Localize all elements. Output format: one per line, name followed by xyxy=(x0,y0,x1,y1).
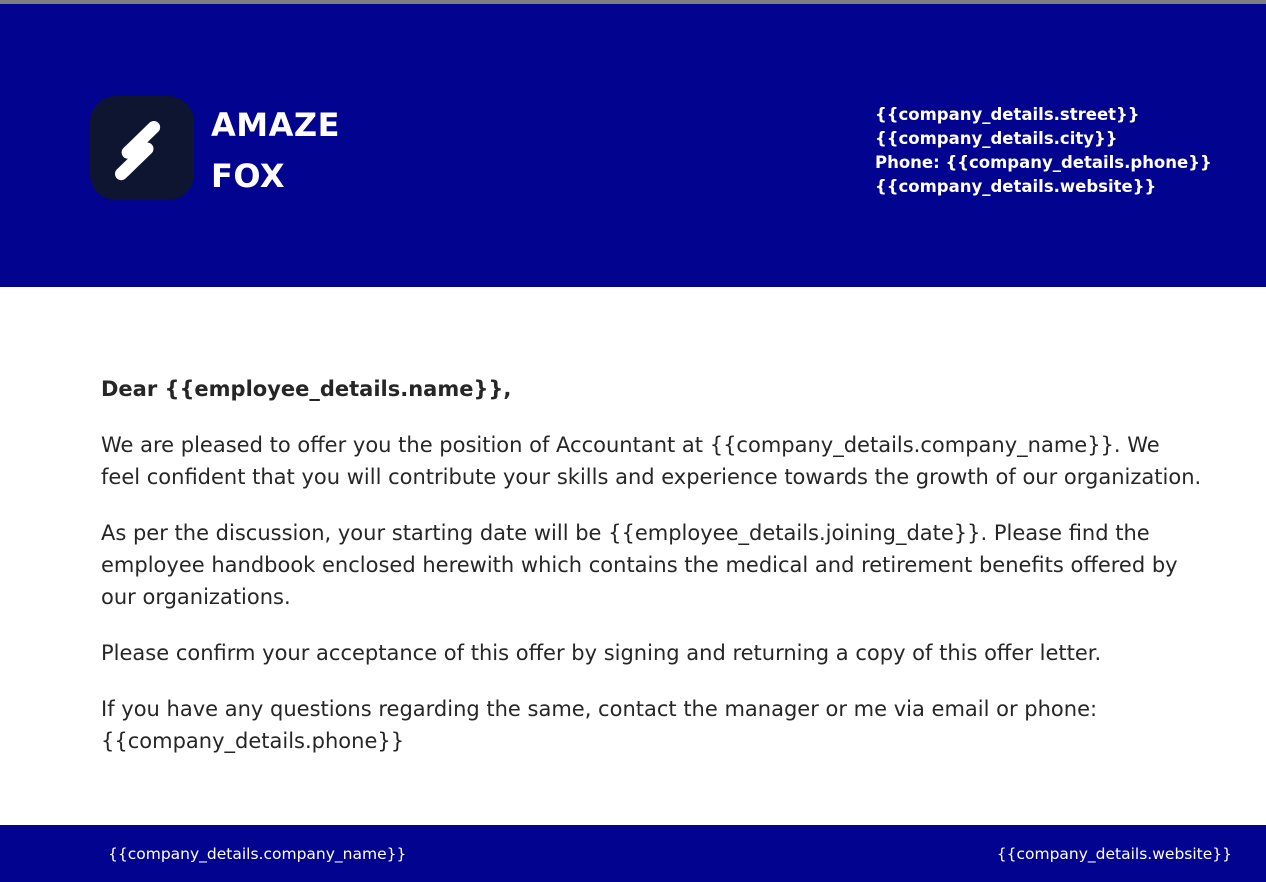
paragraph-joining-date: As per the discussion, your starting date will be {{employee_details.joining_date}}. Please find the employee handbook enclosed herewith which contains the medical and retirement benefits offered by our organizations. xyxy=(101,521,1178,609)
salutation: Dear {{employee_details.name}}, xyxy=(101,377,512,401)
double-slash-icon xyxy=(105,111,179,185)
paragraph-questions: If you have any questions regarding the same, contact the manager or me via email or phone: {{company_details.phone}} xyxy=(101,697,1098,753)
company-city-line: {{company_details.city}} xyxy=(875,129,1118,148)
paragraph-acceptance: Please confirm your acceptance of this offer by signing and returning a copy of this offer letter. xyxy=(101,641,1102,665)
company-contact-block xyxy=(875,103,1212,199)
company-name-logo-text xyxy=(211,100,340,202)
brand-line-2: FOX xyxy=(211,157,286,195)
offer-letter-body xyxy=(0,287,1266,757)
brand-block xyxy=(90,96,340,202)
brand-line-1: AMAZE xyxy=(211,106,340,144)
company-street-line: {{company_details.street}} xyxy=(875,105,1140,124)
paragraph-offer: We are pleased to offer you the position of Accountant at {{company_details.company_name}}. We feel confident that you will contribute your skills and experience towards the growth of our organization. xyxy=(101,433,1202,489)
company-logo xyxy=(90,96,194,200)
footer-company-name: {{company_details.company_name}} xyxy=(108,844,407,863)
letter-footer xyxy=(0,825,1266,882)
letterhead-header xyxy=(0,4,1266,287)
company-website-line: {{company_details.website}} xyxy=(875,177,1157,196)
footer-website: {{company_details.website}} xyxy=(996,844,1232,863)
company-phone-line: Phone: {{company_details.phone}} xyxy=(875,153,1212,172)
